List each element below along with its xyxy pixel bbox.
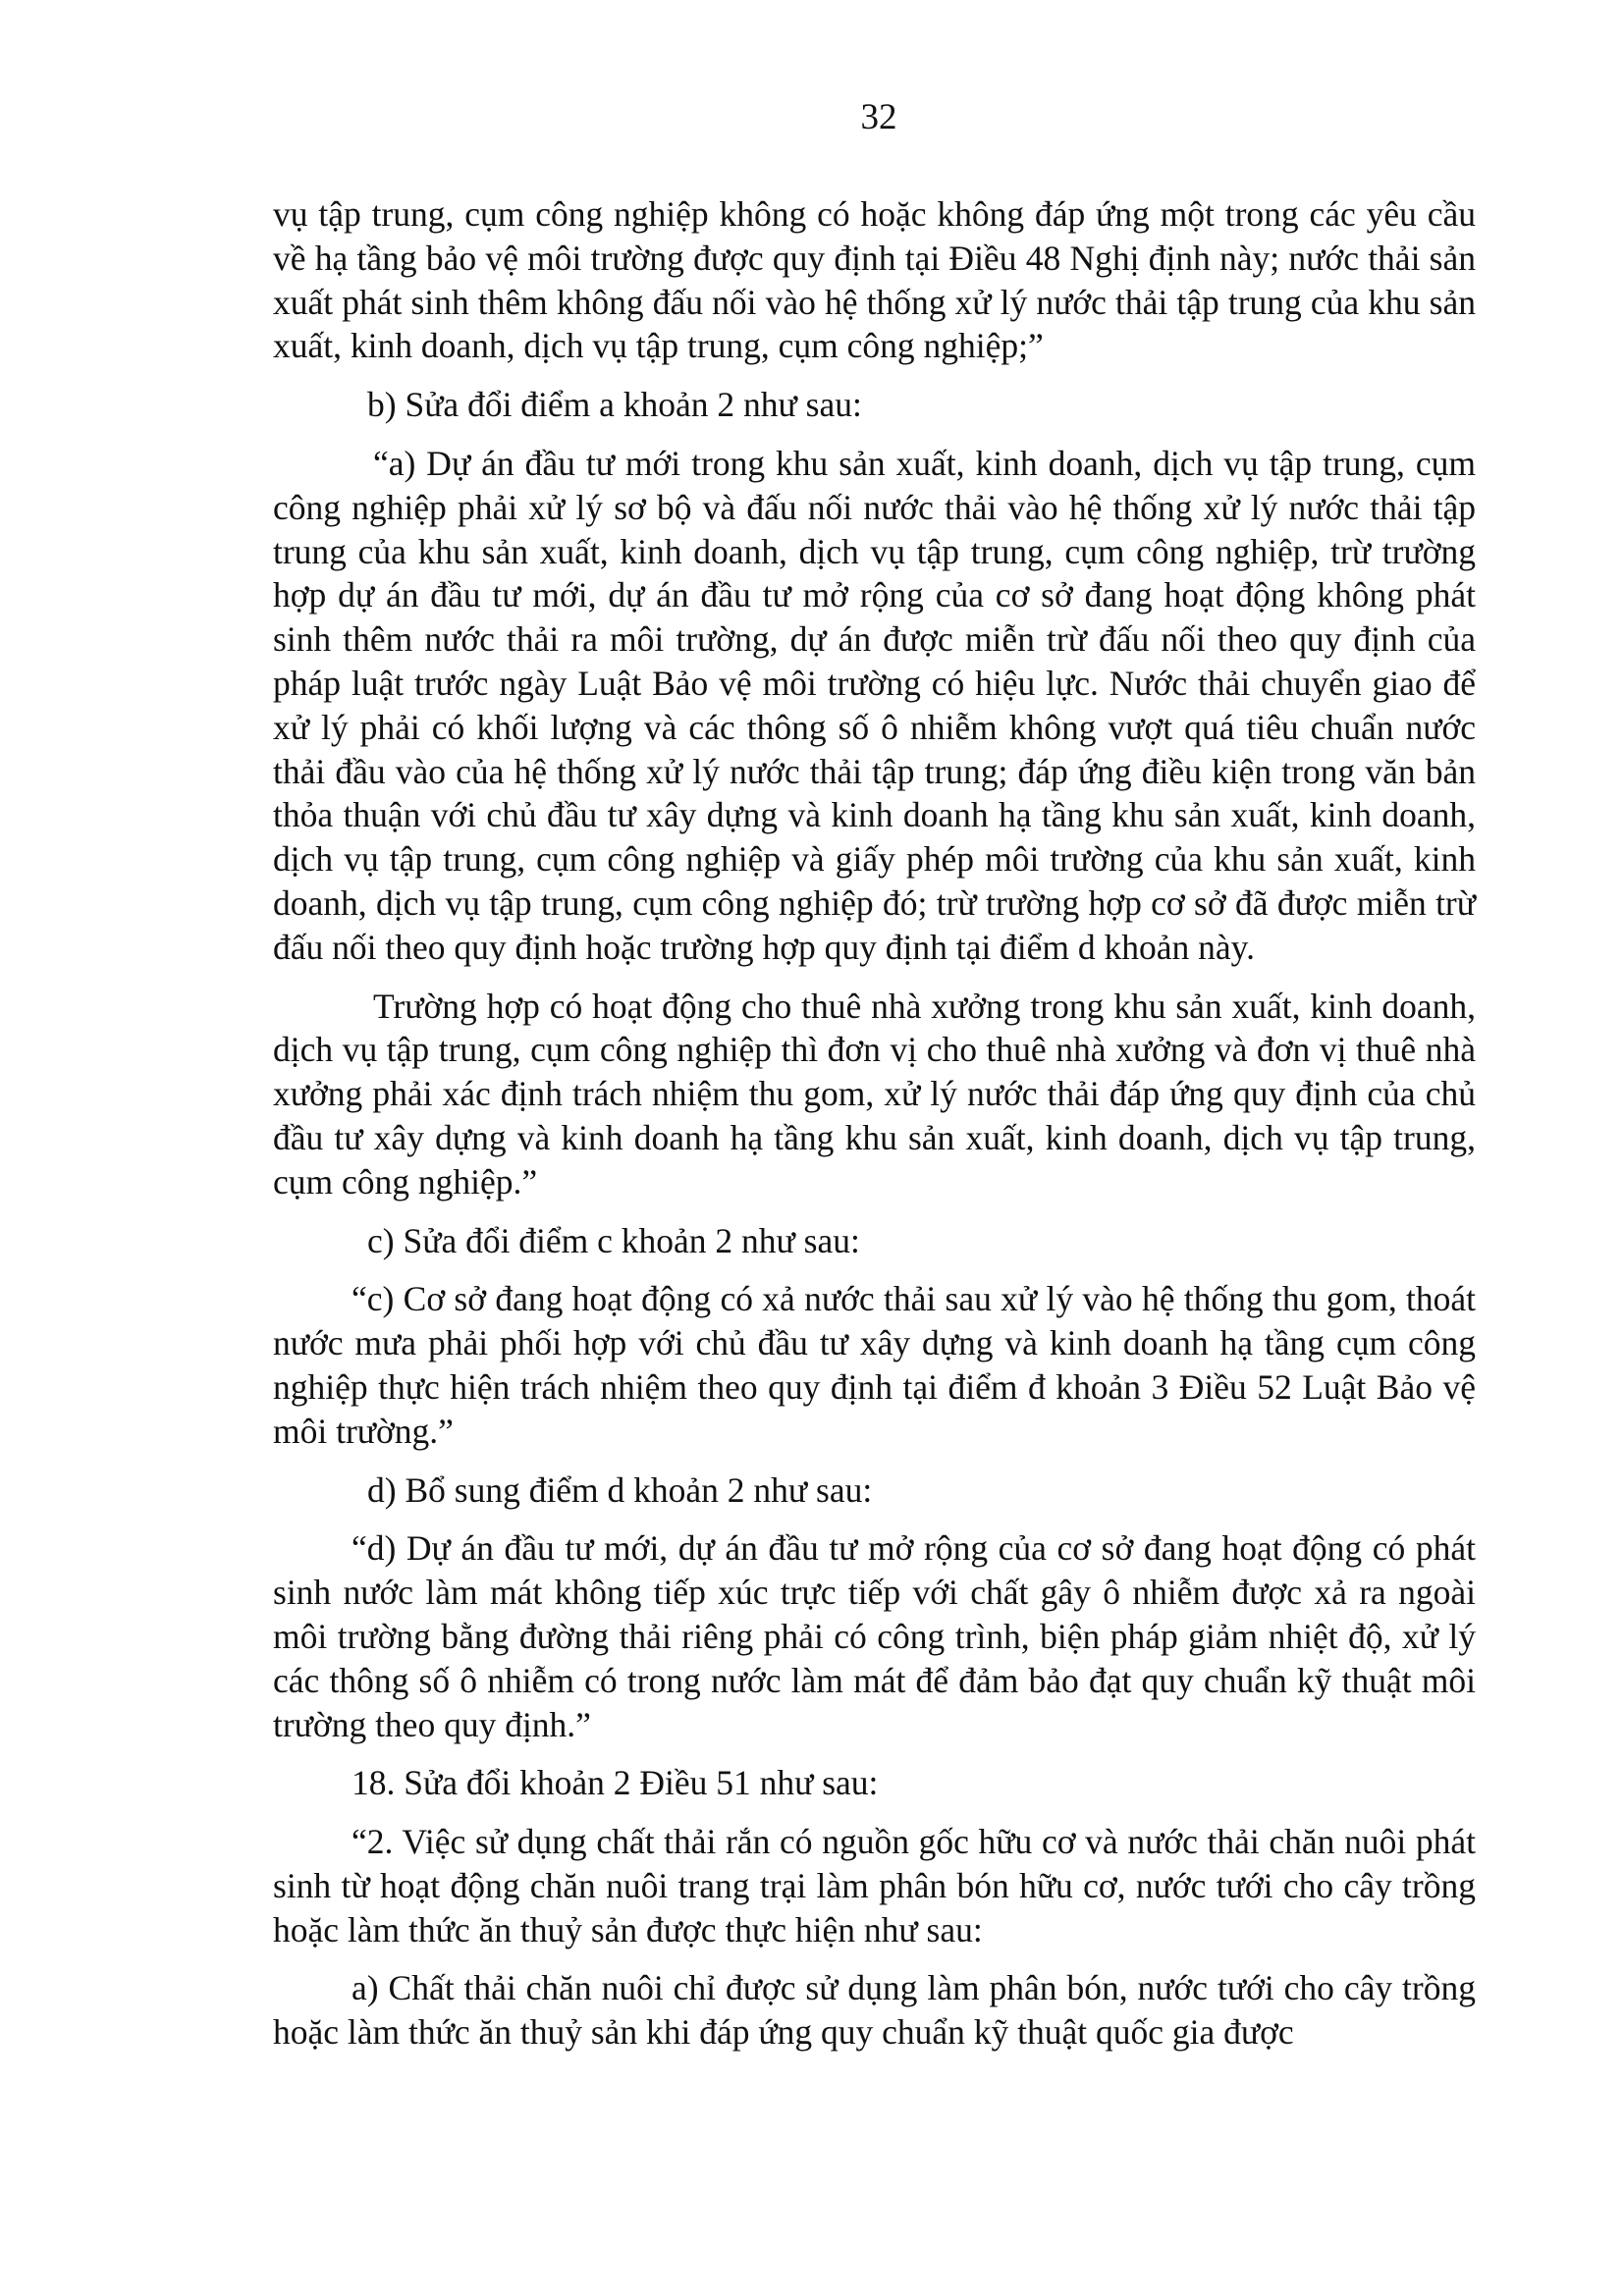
- paragraph: a) Chất thải chăn nuôi chỉ được sử dụng làm phân bón, nước tưới cho cây trồng hoặc làm thức ăn thuỷ sản khi đáp ứng quy chuẩn kỹ thuật quốc gia được: [273, 1968, 1476, 2053]
- paragraph: “2. Việc sử dụng chất thải rắn có nguồn gốc hữu cơ và nước thải chăn nuôi phát sinh từ hoạt động chăn nuôi trang trại làm phân bón hữu cơ, nước tưới cho cây trồng hoặc làm thức ăn thuỷ sản được thực hiện như sau:: [273, 1822, 1476, 1949]
- paragraph: b) Sửa đổi điểm a khoản 2 như sau:: [367, 385, 862, 425]
- paragraph: “c) Cơ sở đang hoạt động có xả nước thải sau xử lý vào hệ thống thu gom, thoát nước mưa phải phối hợp với chủ đầu tư xây dựng và kinh doanh hạ tầng cụm công nghiệp thực hiện trách nhiệm theo quy định tại điểm đ khoản 3 Điều 52 Luật Bảo vệ môi trường.”: [273, 1279, 1476, 1451]
- paragraph: Trường hợp có hoạt động cho thuê nhà xưởng trong khu sản xuất, kinh doanh, dịch vụ tập trung, cụm công nghiệp thì đơn vị cho thuê nhà xưởng và đơn vị thuê nhà xưởng phải xác định trách nhiệm thu gom, xử lý nước thải đáp ứng quy định của chủ đầu tư xây dựng và kinh doanh hạ tầng khu sản xuất, kinh doanh, dịch vụ tập trung, cụm công nghiệp.”: [273, 986, 1476, 1201]
- paragraph: 18. Sửa đổi khoản 2 Điều 51 như sau:: [352, 1763, 879, 1803]
- paragraph: c) Sửa đổi điểm c khoản 2 như sau:: [367, 1220, 860, 1260]
- document-body: [273, 192, 1476, 2069]
- paragraph: d) Bổ sung điểm d khoản 2 như sau:: [367, 1469, 873, 1510]
- paragraph: “a) Dự án đầu tư mới trong khu sản xuất, kinh doanh, dịch vụ tập trung, cụm công nghiệp phải xử lý sơ bộ và đấu nối nước thải vào hệ thống xử lý nước thải tập trung của khu sản xuất, kinh doanh, dịch vụ tập trung, cụm công nghiệp, trừ trường hợp dự án đầu tư mới, dự án đầu tư mở rộng của cơ sở đang hoạt động không phát sinh thêm nước thải ra môi trường, dự án được miễn trừ đấu nối theo quy định của pháp luật trước ngày Luật Bảo vệ môi trường có hiệu lực. Nước thải chuyển giao để xử lý phải có khối lượng và các thông số ô nhiễm không vượt quá tiêu chuẩn nước thải đầu vào của hệ thống xử lý nước thải tập trung; đáp ứng điều kiện trong văn bản thỏa thuận với chủ đầu tư xây dựng và kinh doanh hạ tầng khu sản xuất, kinh doanh, dịch vụ tập trung, cụm công nghiệp và giấy phép môi trường của khu sản xuất, kinh doanh, dịch vụ tập trung, cụm công nghiệp đó; trừ trường hợp cơ sở đã được miễn trừ đấu nối theo quy định hoặc trường hợp quy định tại điểm d khoản này.: [273, 443, 1476, 967]
- page-number: 32: [860, 97, 897, 137]
- paragraph: “d) Dự án đầu tư mới, dự án đầu tư mở rộng của cơ sở đang hoạt động có phát sinh nước làm mát không tiếp xúc trực tiếp với chất gây ô nhiễm được xả ra ngoài môi trường bằng đường thải riêng phải có công trình, biện pháp giảm nhiệt độ, xử lý các thông số ô nhiễm có trong nước làm mát để đảm bảo đạt quy chuẩn kỹ thuật môi trường theo quy định.”: [273, 1528, 1476, 1744]
- paragraph: vụ tập trung, cụm công nghiệp không có hoặc không đáp ứng một trong các yêu cầu về hạ tầng bảo vệ môi trường được quy định tại Điều 48 Nghị định này; nước thải sản xuất phát sinh thêm không đấu nối vào hệ thống xử lý nước thải tập trung của khu sản xuất, kinh doanh, dịch vụ tập trung, cụm công nghiệp;”: [273, 194, 1476, 366]
